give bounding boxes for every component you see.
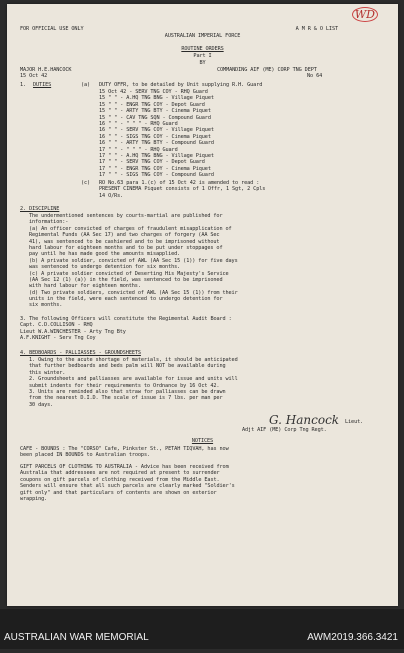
distribution-label: A M R & O LIST — [295, 26, 338, 32]
duties-a-intro: DUTY OFFR, to be detailed by Unit supplying R.H. Guard — [99, 82, 263, 88]
gift-parcels-notice — [20, 464, 235, 502]
bedboards-heading: 4. BEDBOARDS - PALLIASSES - GROUNDSHEETS — [20, 350, 141, 356]
classification-label: FOR OFFICIAL USE ONLY — [20, 26, 84, 32]
text-line: CAFE - BOUNDS : The "CORSO" Cafe, Pinkster St., PETAH TIQVAH, has now — [20, 446, 229, 452]
text-line: was sentenced to undergo detention for six months. — [29, 264, 181, 271]
handwritten-mark: WD — [352, 7, 378, 22]
text-line: The undermentioned sentences by courts-martial are published for — [29, 213, 223, 219]
text-line: pay until he has made good the amounts misapplied. — [29, 251, 181, 258]
footer-institution: AUSTRALIAN WAR MEMORIAL — [4, 632, 149, 643]
signature-title: Adjt AIF (ME) Corp Tng Regt. — [242, 427, 327, 433]
text-line: 3. Units are reminded also that straw for palliasses can be drawn — [29, 388, 226, 395]
audit-board — [20, 316, 232, 342]
duty-row: 16 " " - " " " - RHQ Guard — [99, 120, 178, 127]
text-line: information:- — [29, 219, 69, 226]
duty-row: 16 " " - ARTY TNG BTY - Compound Guard — [99, 140, 214, 147]
text-line: Australia that addressees are not required at present to surrender — [20, 470, 220, 477]
duty-row: 17 " " - A.HQ TNG BNG - Village Piquet — [99, 152, 214, 159]
duties-label: DUTIES — [33, 82, 52, 88]
duties-number: 1. — [20, 82, 27, 88]
order-number: No 64 — [307, 73, 323, 79]
signature-rank: Lieut. — [345, 419, 364, 425]
force-title: AUSTRALIAN IMPERIAL FORCE — [164, 33, 241, 39]
discipline-text — [29, 213, 238, 309]
text-line: units in the field, were each sentenced to undergo detention for — [29, 296, 223, 303]
text-line: from the nearest D.I.D. The scale of issue is 7 lbs. per man per — [29, 395, 223, 402]
text-line: Regimental Funds (AA Sec 17) and two charges of forgery (AA Sec — [29, 232, 220, 239]
cafe-notice — [20, 446, 229, 459]
duty-roster — [99, 89, 214, 178]
document-title: ROUTINE ORDERS — [181, 46, 224, 52]
by-label: BY — [199, 60, 206, 66]
text-line: 2. Groundsheets and palliasses are available for issue and units will — [29, 376, 238, 383]
footer-bar — [0, 609, 404, 649]
text-line: RO No.63 para 1.(c) of 15 Oct 42 is amended to read : — [99, 180, 260, 186]
text-line: 41), was sentenced to be cashiered and to be imprisoned without — [29, 238, 220, 245]
discipline-heading: 2. DISCIPLINE — [20, 206, 60, 212]
document-page — [7, 4, 398, 606]
duty-row: 15 " " - ENGR TNG COY - Depot Guard — [99, 101, 205, 108]
text-line: (b) A private soldier, convicted of AWL (AA Sec 15 (1)) for five days — [29, 257, 238, 264]
part-label: Part I — [193, 53, 212, 59]
issuer-right: COMMANDING AIF (ME) CORP TNG DEPT — [217, 67, 317, 73]
text-line: gift only" and that particulars of contents are shown on exterior — [20, 489, 217, 496]
notices-heading: NOTICES — [191, 438, 214, 444]
text-line: 3. The following Officers will constitute the Regimental Audit Board : — [20, 316, 232, 322]
text-line: six months. — [29, 302, 63, 309]
text-line: this winter. — [29, 369, 66, 376]
duty-row: 15 " " - A.HQ TNG BNG - Village Piquet — [99, 95, 214, 102]
text-line: (d) Two private soldiers, convicted of AWL (AA Sec 15 (1)) from their — [29, 289, 238, 296]
text-line: been placed IN BOUNDS to Australian troops. — [20, 452, 150, 459]
duty-row: 15 Oct 42 - SERV TNG COY - RHQ Guard — [99, 89, 208, 95]
text-line: hard labour for eighteen months and to be put under stoppages of — [29, 244, 223, 251]
duty-row: 15 " " - ARTY TNG BTY - Cinema Piquet — [99, 108, 211, 115]
text-line: (c) A private soldier convicted of Deserting His Majesty's Service — [29, 270, 229, 277]
signature: G. Hancock — [269, 413, 340, 427]
duty-row: 16 " " - SIGS TNG COY - Cinema Piquet — [99, 133, 211, 140]
bedboards-text — [29, 357, 238, 408]
duties-c-text — [99, 180, 265, 199]
issue-date: 15 Oct 42 — [20, 73, 48, 79]
text-line: 14 O/Rs. — [99, 192, 124, 199]
issuer-left: MAJOR H.E.HANCOCK — [20, 67, 72, 73]
text-line: A.F.KNIGHT - Serv Tng Coy — [20, 335, 96, 342]
text-line: Senders will ensure that all such parcels are clearly marked "Soldier's — [20, 483, 235, 490]
text-line: coupons on gift parcels of clothing received from the Middle East. — [20, 476, 220, 483]
text-line: (AA Sec 12 (1) (a)) in the field, was sentenced to be imprisoned — [29, 276, 223, 283]
text-line: that further bedboards and beds palm will NOT be available during — [29, 363, 226, 370]
text-line: PRESENT CINEMA Piquet consists of 1 Offr, 1 Sgt, 2 Cpls — [99, 186, 266, 193]
text-line: wrapping. — [20, 495, 48, 502]
text-line: 1. Owing to the acute shortage of materials, it should be anticipated — [29, 357, 238, 363]
text-line: Lieut W.A.WINCHESTER - Arty Tng Bty — [20, 328, 126, 335]
text-line: 30 days. — [29, 401, 54, 408]
duty-row: 17 " " - " " " - RHQ Guard — [99, 146, 178, 153]
duty-row: 16 " " - SERV TNG COY - Village Piquet — [99, 127, 214, 134]
text-line: with hard labour for eighteen months. — [29, 283, 141, 290]
text-line: Capt. C.D.COLLISON - RHQ — [20, 322, 93, 329]
duty-row: 17 " " - SERV TNG COY - Depot Guard — [99, 159, 205, 166]
duty-row: 15 " " - CAV TNG SQN - Compound Guard — [99, 114, 211, 121]
duties-c-label: (c) — [81, 180, 91, 186]
footer-accession-number: AWM2019.366.3421 — [307, 632, 398, 643]
duty-row: 17 " " - ENGR TNG COY - Cinema Piquet — [99, 165, 211, 172]
duty-row: 17 " " - SIGS TNG COY - Compound Guard — [99, 172, 214, 179]
text-line: (a) An officer convicted of charges of fraudulent misapplication of — [29, 225, 232, 232]
text-line: GIFT PARCELS OF CLOTHING TO AUSTRALIA - Advice has been received from — [20, 464, 229, 470]
duties-a-label: (a) — [81, 82, 91, 88]
text-line: submit indents for their requirements to Ordnance by 16 Oct 42. — [29, 382, 220, 389]
